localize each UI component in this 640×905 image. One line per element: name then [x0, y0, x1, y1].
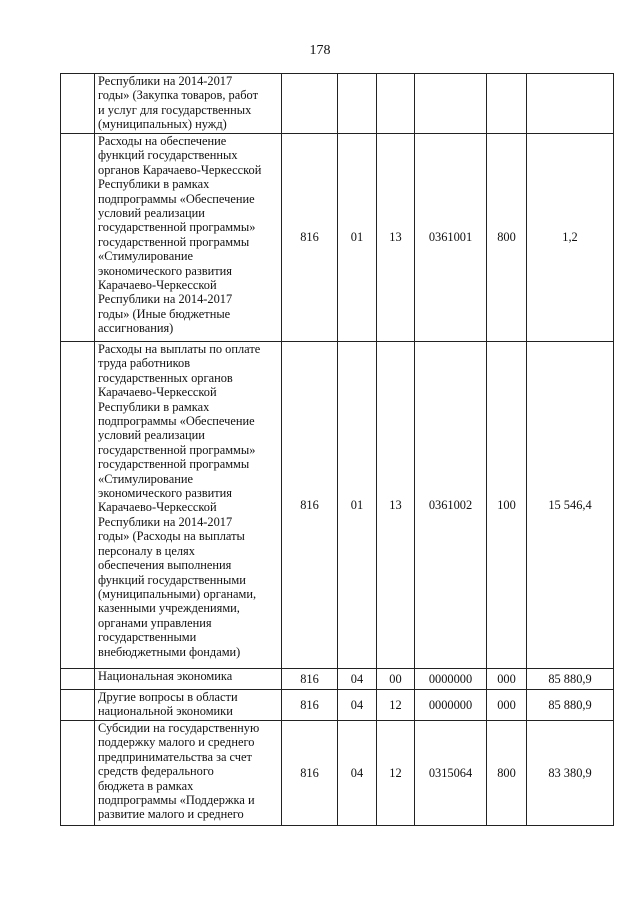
expense-type-cell: [487, 74, 527, 134]
row-number-cell: [61, 721, 95, 826]
expense-name-cell: Национальная экономика: [95, 669, 282, 690]
table-row: [61, 134, 614, 342]
ved-code-cell: 816: [282, 690, 338, 721]
expense-name-cell: Субсидии на государственную поддержку малого и среднего предпринимательства за счет средств федерального бюджета в рамках подпрограммы «Поддержка и развитие малого и среднего: [95, 721, 282, 826]
amount-cell: 1,2: [527, 134, 614, 342]
expense-name-cell: Другие вопросы в области национальной экономики: [95, 690, 282, 721]
section-code-cell: 01: [338, 134, 377, 342]
row-number-cell: [61, 342, 95, 669]
expense-name-cell: Расходы на обеспечение функций государственных органов Карачаево-Черкесской Республики в рамках подпрограммы «Обеспечение условий реализации государственной программы» государственной программы «Стимулирование экономического развития Карачаево-Черкесской Республики на 2014-2017 годы» (Иные бюджетные ассигнования): [95, 134, 282, 342]
table-row: [61, 721, 614, 826]
table-row: [61, 690, 614, 721]
section-code-cell: 04: [338, 669, 377, 690]
section-code-cell: 04: [338, 690, 377, 721]
subsection-code-cell: 12: [377, 690, 415, 721]
target-article-cell: 0000000: [415, 669, 487, 690]
subsection-code-cell: 12: [377, 721, 415, 826]
ved-code-cell: 816: [282, 669, 338, 690]
amount-cell: 85 880,9: [527, 669, 614, 690]
ved-code-cell: [282, 74, 338, 134]
target-article-cell: [415, 74, 487, 134]
amount-cell: [527, 74, 614, 134]
section-code-cell: 01: [338, 342, 377, 669]
amount-cell: 15 546,4: [527, 342, 614, 669]
expense-type-cell: 000: [487, 669, 527, 690]
ved-code-cell: 816: [282, 134, 338, 342]
subsection-code-cell: [377, 74, 415, 134]
table-row: [61, 74, 614, 134]
row-number-cell: [61, 74, 95, 134]
target-article-cell: 0361002: [415, 342, 487, 669]
target-article-cell: 0361001: [415, 134, 487, 342]
expense-type-cell: 800: [487, 721, 527, 826]
section-code-cell: 04: [338, 721, 377, 826]
row-number-cell: [61, 669, 95, 690]
expense-type-cell: 800: [487, 134, 527, 342]
row-number-cell: [61, 690, 95, 721]
subsection-code-cell: 13: [377, 134, 415, 342]
table-row: [61, 342, 614, 669]
budget-table: [60, 73, 614, 826]
amount-cell: 83 380,9: [527, 721, 614, 826]
table-row: [61, 669, 614, 690]
page-number: 178: [309, 43, 331, 58]
expense-name-cell: Республики на 2014-2017 годы» (Закупка товаров, работ и услуг для государственных (муниципальных) нужд): [95, 74, 282, 134]
expense-name-cell: Расходы на выплаты по оплате труда работников государственных органов Карачаево-Черкесской Республики в рамках подпрограммы «Обеспечение условий реализации государственной программы» государственной программы «Стимулирование экономического развития Карачаево-Черкесской Республики на 2014-2017 годы» (Расходы на выплаты персоналу в целях обеспечения выполнения функций государственными (муниципальными) органами, казенными учреждениями, органами управления государственными внебюджетными фондами): [95, 342, 282, 669]
target-article-cell: 0315064: [415, 721, 487, 826]
section-code-cell: [338, 74, 377, 134]
expense-type-cell: 100: [487, 342, 527, 669]
subsection-code-cell: 00: [377, 669, 415, 690]
expense-type-cell: 000: [487, 690, 527, 721]
subsection-code-cell: 13: [377, 342, 415, 669]
amount-cell: 85 880,9: [527, 690, 614, 721]
target-article-cell: 0000000: [415, 690, 487, 721]
row-number-cell: [61, 134, 95, 342]
ved-code-cell: 816: [282, 342, 338, 669]
ved-code-cell: 816: [282, 721, 338, 826]
